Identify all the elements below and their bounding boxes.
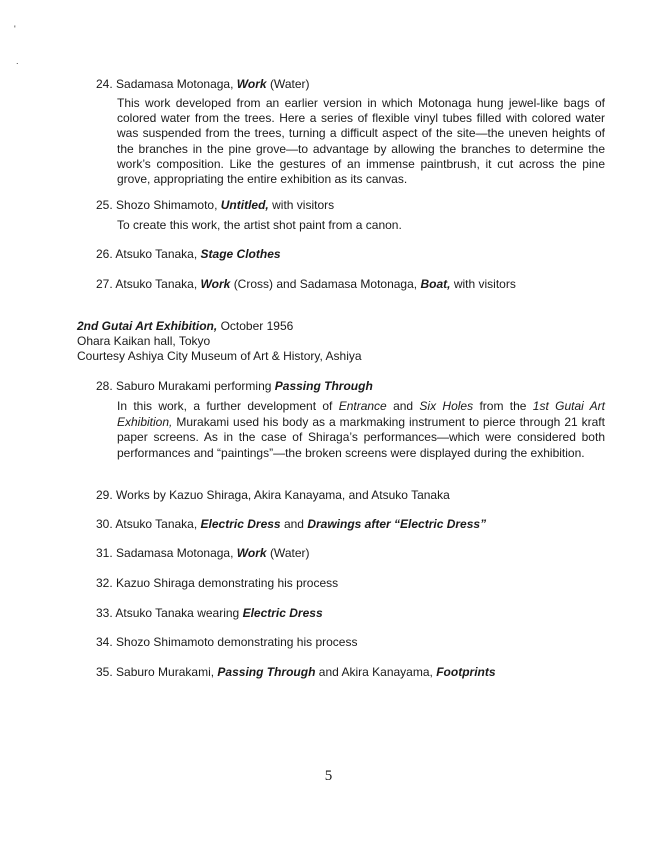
section-heading: 2nd Gutai Art Exhibition, October 1956	[77, 319, 294, 333]
caption-item-31: 31. Sadamasa Motonaga, Work (Water)	[96, 546, 310, 560]
caption-item-33: 33. Atsuko Tanaka wearing Electric Dress	[96, 606, 323, 620]
corner-mark: '	[14, 24, 16, 34]
caption-item-24: 24. Sadamasa Motonaga, Work (Water)	[96, 77, 310, 91]
caption-item-27: 27. Atsuko Tanaka, Work (Cross) and Sadamasa Motonaga, Boat, with visitors	[96, 277, 516, 291]
caption-item-34: 34. Shozo Shimamoto demonstrating his process	[96, 635, 358, 649]
section-courtesy: Courtesy Ashiya City Museum of Art & History, Ashiya	[77, 349, 362, 363]
corner-mark: .	[16, 56, 19, 66]
section-venue: Ohara Kaikan hall, Tokyo	[77, 334, 211, 348]
caption-item-35: 35. Saburo Murakami, Passing Through and Akira Kanayama, Footprints	[96, 665, 496, 679]
caption-description-24: This work developed from an earlier version in which Motonaga hung jewel-like bags of colored water from the trees. Here a series of flexible vinyl tubes filled with colored water was suspended from the trees, turning a difficult aspect of the site—the uneven heights of the branches in the pine grove—to advantage by allowing the branches to determine the work’s composition. Like the gestures of an immense paintbrush, it cut across the pine grove, appropriating the entire exhibition as its canvas.	[117, 96, 605, 187]
page-number: 5	[324, 768, 333, 784]
caption-item-28: 28. Saburo Murakami performing Passing Through	[96, 379, 373, 393]
caption-item-29: 29. Works by Kazuo Shiraga, Akira Kanayama, and Atsuko Tanaka	[96, 488, 450, 502]
caption-item-25: 25. Shozo Shimamoto, Untitled, with visitors	[96, 198, 335, 212]
caption-description-28: In this work, a further development of Entrance and Six Holes from the 1st Gutai Art Exhibition, Murakami used his body as a markmaking instrument to pierce through 21 kraft paper screens. As in the case of Shiraga’s performances—which were considered both performances and “paintings”—the broken screens were displayed during the exhibition.	[117, 399, 606, 460]
caption-description-25: To create this work, the artist shot paint from a canon.	[117, 218, 402, 232]
caption-item-30: 30. Atsuko Tanaka, Electric Dress and Drawings after “Electric Dress”	[96, 517, 487, 531]
caption-item-26: 26. Atsuko Tanaka, Stage Clothes	[96, 247, 281, 261]
caption-item-32: 32. Kazuo Shiraga demonstrating his process	[96, 576, 339, 590]
